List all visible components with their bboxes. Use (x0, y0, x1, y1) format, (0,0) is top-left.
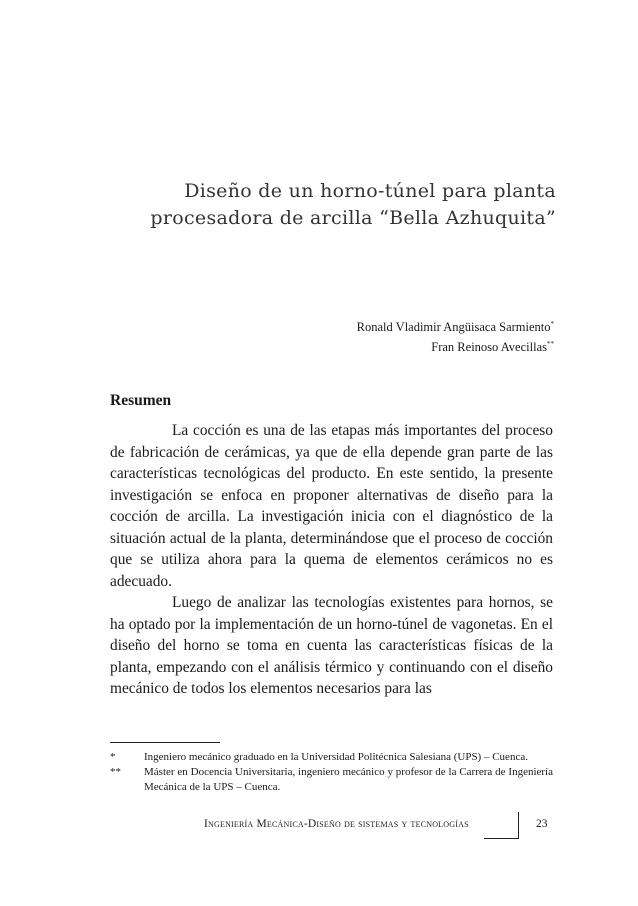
abstract-body (110, 420, 553, 700)
article-title (96, 178, 556, 232)
title-line-2: procesadora de arcilla “Bella Azhuquita” (150, 207, 556, 229)
footnotes (110, 750, 553, 795)
section-heading: Resumen (110, 392, 172, 409)
footnote (110, 765, 553, 795)
author-name: Ronald Vladimir Angüisaca Sarmiento (356, 320, 551, 335)
paragraph: La cocción es una de las etapas más importantes del proceso de fabricación de cerámicas, ya que de ella depende gran parte de las características tecnológicas del producto. En este sentido, la presente investigación se enfoca en proponer alternativas de diseño para la cocción de arcilla. La investigación inicia con el diagnóstico de la situación actual de la planta, determinándose que el proceso de cocción que se utiliza ahora para la quema de elementos cerámicos no es adecuado. (110, 422, 553, 590)
author-list (357, 316, 554, 356)
paragraph: Luego de analizar las tecnologías existentes para hornos, se ha optado por la implementación de un horno-túnel de vagonetas. En el diseño del horno se toma en cuenta las características físicas de la planta, empezando con el análisis térmico y continuando con el diseño mecánico de todos los elementos necesarios para las (110, 594, 553, 697)
author-name: Fran Reinoso Avecillas (431, 340, 547, 355)
running-title: Ingeniería Mecánica-Diseño de sistemas y tecnologías (204, 818, 469, 830)
author-footnote-mark: * (550, 320, 554, 328)
footer-divider (518, 812, 519, 839)
author-1 (357, 316, 554, 336)
footer-rule (484, 838, 518, 839)
footnote-separator (110, 742, 220, 743)
page-number: 23 (536, 818, 548, 830)
footnote-text: Máster en Docencia Universitaria, ingeniero mecánico y profesor de la Carrera de Ingeniería Mecánica de la UPS – Cuenca. (144, 766, 553, 793)
footnote-mark: * (110, 751, 116, 763)
author-footnote-mark: ** (547, 340, 554, 349)
author-2 (357, 336, 554, 356)
footnote-mark: ** (110, 766, 121, 778)
footnote (110, 750, 553, 765)
footnote-text: Ingeniero mecánico graduado en la Universidad Politécnica Salesiana (UPS) – Cuenca. (144, 751, 528, 763)
title-line-1: Diseño de un horno-túnel para planta (184, 180, 556, 202)
